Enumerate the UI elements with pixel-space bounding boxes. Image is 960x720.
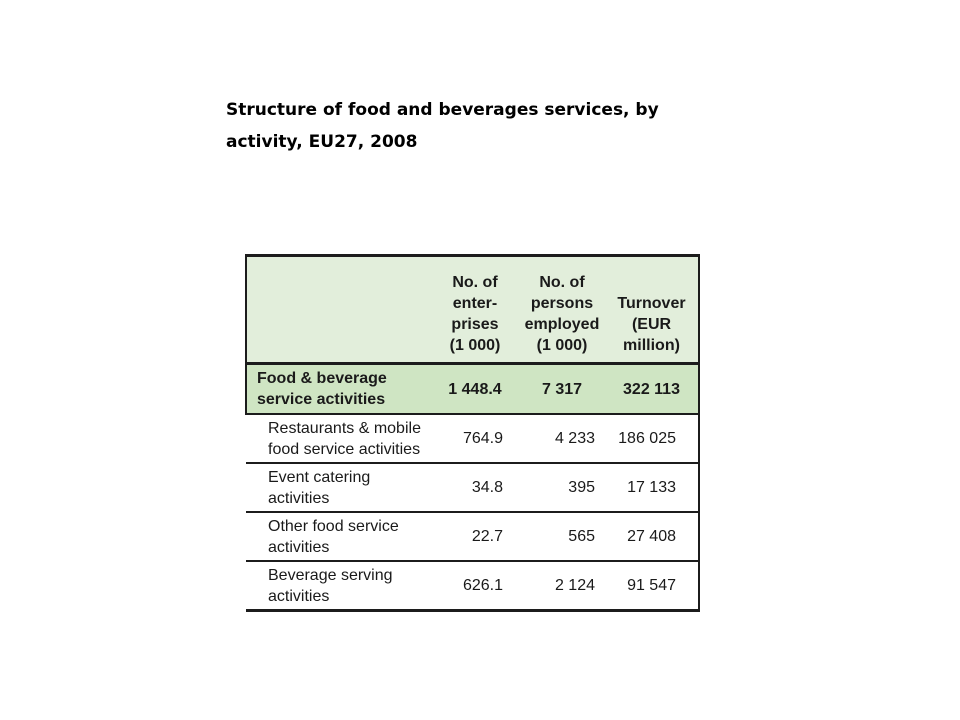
- total-row-label: Food & beverage service activities: [246, 364, 431, 415]
- table-row: [246, 512, 699, 561]
- table-header-row: [246, 256, 699, 364]
- row-persons: 395: [519, 463, 605, 512]
- row-turnover: 27 408: [605, 512, 699, 561]
- row-enterprises: 22.7: [431, 512, 519, 561]
- row-enterprises: 34.8: [431, 463, 519, 512]
- table-row: [246, 463, 699, 512]
- total-row-enterprises: 1 448.4: [431, 364, 519, 415]
- slide-title: Structure of food and beverages services, by activity, EU27, 2008: [226, 100, 659, 152]
- row-persons: 565: [519, 512, 605, 561]
- table-row: [246, 561, 699, 611]
- data-table: [245, 254, 700, 612]
- row-label: Other food service activities: [246, 512, 431, 561]
- row-label: Event catering activities: [246, 463, 431, 512]
- row-enterprises: 626.1: [431, 561, 519, 611]
- row-label: Restaurants & mobile food service activities: [246, 414, 431, 463]
- row-turnover: 91 547: [605, 561, 699, 611]
- data-table-figure: [245, 254, 698, 605]
- row-persons: 4 233: [519, 414, 605, 463]
- header-persons-employed: No. of persons employed (1 000): [519, 256, 605, 364]
- row-turnover: 186 025: [605, 414, 699, 463]
- row-enterprises: 764.9: [431, 414, 519, 463]
- total-row-persons: 7 317: [519, 364, 605, 415]
- row-label: Beverage serving activities: [246, 561, 431, 611]
- header-activity: [246, 256, 431, 364]
- header-turnover: Turnover (EUR million): [605, 256, 699, 364]
- header-enterprises: No. of enter- prises (1 000): [431, 256, 519, 364]
- table-row: [246, 414, 699, 463]
- row-persons: 2 124: [519, 561, 605, 611]
- total-row-turnover: 322 113: [605, 364, 699, 415]
- table-total-row: [246, 364, 699, 415]
- row-turnover: 17 133: [605, 463, 699, 512]
